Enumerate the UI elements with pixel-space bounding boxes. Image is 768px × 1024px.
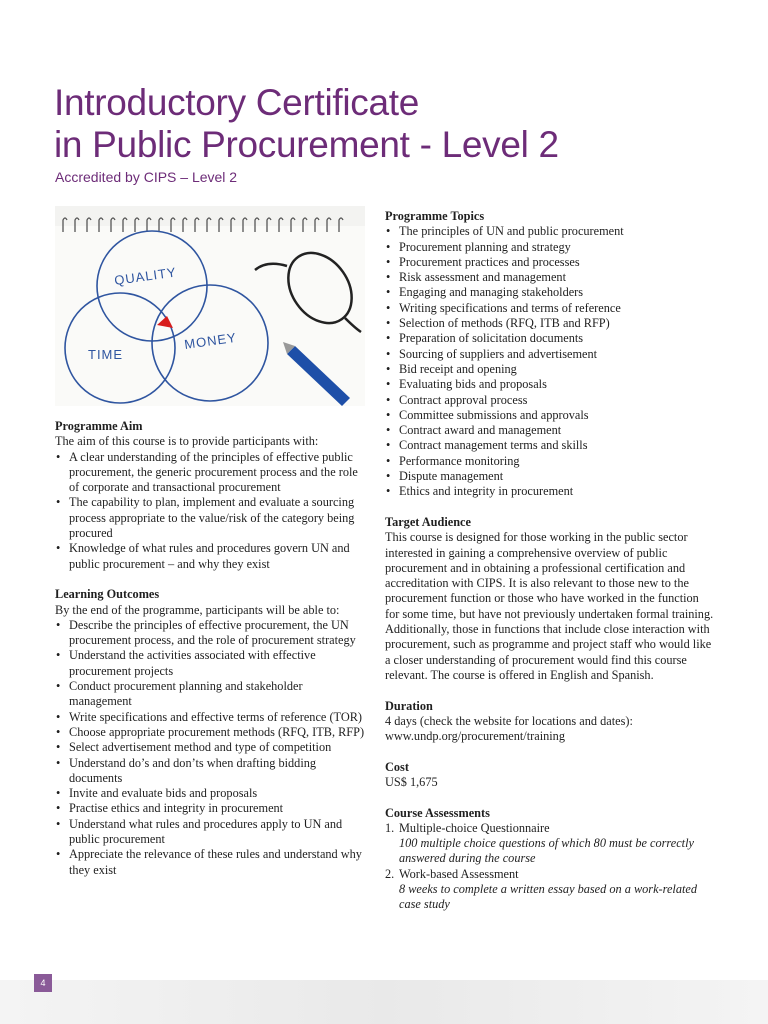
topic-item: • Bid receipt and opening <box>385 362 715 377</box>
outcome-item: • Conduct procurement planning and stakeholder management <box>55 679 367 710</box>
cost-value: US$ 1,675 <box>385 774 438 789</box>
topic-item: • Procurement practices and processes <box>385 255 715 270</box>
training-url: www.undp.org/procurement/training <box>385 729 565 744</box>
outcome-item: • Invite and evaluate bids and proposals <box>55 786 367 801</box>
topic-item: • Preparation of solicitation documents <box>385 331 715 346</box>
topic-item: • Performance monitoring <box>385 454 715 469</box>
footer-band <box>0 980 768 1024</box>
topic-item: • Engaging and managing stakeholders <box>385 285 715 300</box>
audience-heading: Target Audience <box>385 514 471 529</box>
topic-item: • The principles of UN and public procurement <box>385 224 715 239</box>
venn-diagram-photo <box>55 206 365 406</box>
quality-label: QUALITY <box>113 264 178 288</box>
assessments-heading: Course Assessments <box>385 805 490 820</box>
audience-text: This course is designed for those working in the public sector interested in gaining a comprehensive overview of public procurement and in obtaining a professional certification and accreditation with CIPS. It is also relevant to those new to the procurement function or those who have worked in the function for some time, but have not previously undertaken formal training. Additionally, those in functions that include close interaction with procurement, such as programme and project staff who would like a closer understanding of procurement would find this course relevant. The course is offered in English and Spanish. <box>385 530 714 682</box>
outcome-item: • Write specifications and effective terms of reference (TOR) <box>55 710 367 725</box>
money-label: MONEY <box>183 329 238 352</box>
page-number: 4 <box>34 974 52 992</box>
topics-list <box>385 224 715 499</box>
aim-heading: Programme Aim <box>55 419 143 433</box>
assessment-detail: 8 weeks to complete a written essay based on a work-related case study <box>399 882 698 912</box>
topic-item: • Contract award and management <box>385 423 715 438</box>
aim-list <box>55 450 367 572</box>
outcome-item: • Appreciate the relevance of these rules and understand why they exist <box>55 847 367 878</box>
topic-item: • Selection of methods (RFQ, ITB and RFP) <box>385 316 715 331</box>
assessment-item <box>385 867 715 913</box>
outcome-item: • Understand what rules and procedures apply to UN and public procurement <box>55 817 367 848</box>
topic-item: • Ethics and integrity in procurement <box>385 484 715 499</box>
assessment-detail: 100 multiple choice questions of which 80 must be correctly answered during the course <box>399 836 694 866</box>
topic-item: • Committee submissions and approvals <box>385 408 715 423</box>
right-column <box>385 209 715 913</box>
page-title <box>54 82 674 166</box>
outcome-item: • Understand do’s and don’ts when drafting bidding documents <box>55 756 367 787</box>
assessment-title: Multiple-choice Questionnaire <box>399 820 550 835</box>
accreditation-subtitle: Accredited by CIPS – Level 2 <box>55 169 238 185</box>
assessments-list <box>385 821 715 913</box>
title-line-2: in Public Procurement - Level 2 <box>54 124 559 165</box>
aim-item: • A clear understanding of the principles of effective public procurement, the generic procurement process and the role of corporate and transactional procurement <box>55 450 367 496</box>
outcomes-intro: By the end of the programme, participants will be able to: <box>55 602 340 617</box>
outcome-item: • Describe the principles of effective procurement, the UN procurement process, and the role of procurement strategy <box>55 618 367 649</box>
outcome-item: • Understand the activities associated with effective procurement projects <box>55 648 367 679</box>
topic-item: • Sourcing of suppliers and advertisement <box>385 347 715 362</box>
topic-item: • Writing specifications and terms of reference <box>385 301 715 316</box>
aim-item: • The capability to plan, implement and evaluate a sourcing process appropriate to the value/risk of the category being procured <box>55 495 367 541</box>
topic-item: • Procurement planning and strategy <box>385 240 715 255</box>
outcomes-heading: Learning Outcomes <box>55 587 160 602</box>
assessment-number: 2. <box>385 866 395 881</box>
outcome-item: • Practise ethics and integrity in procurement <box>55 801 367 816</box>
left-column <box>55 419 367 878</box>
topic-item: • Contract approval process <box>385 393 715 408</box>
duration-text: 4 days (check the website for locations and dates): <box>385 713 633 728</box>
time-label: TIME <box>88 347 124 362</box>
outcomes-list <box>55 618 367 878</box>
topic-item: • Dispute management <box>385 469 715 484</box>
duration-heading: Duration <box>385 698 433 713</box>
aim-intro: The aim of this course is to provide participants with: <box>55 434 319 449</box>
aim-item: • Knowledge of what rules and procedures govern UN and public procurement – and why they exist <box>55 541 367 572</box>
cost-heading: Cost <box>385 759 409 774</box>
topic-item: • Evaluating bids and proposals <box>385 377 715 392</box>
assessment-number: 1. <box>385 820 395 835</box>
outcome-item: • Choose appropriate procurement methods (RFQ, ITB, RFP) <box>55 725 367 740</box>
title-line-1: Introductory Certificate <box>54 82 420 123</box>
topic-item: • Risk assessment and management <box>385 270 715 285</box>
topics-heading: Programme Topics <box>385 209 485 223</box>
assessment-title: Work-based Assessment <box>399 866 519 881</box>
assessment-item <box>385 821 715 867</box>
outcome-item: • Select advertisement method and type of competition <box>55 740 367 755</box>
topic-item: • Contract management terms and skills <box>385 438 715 453</box>
